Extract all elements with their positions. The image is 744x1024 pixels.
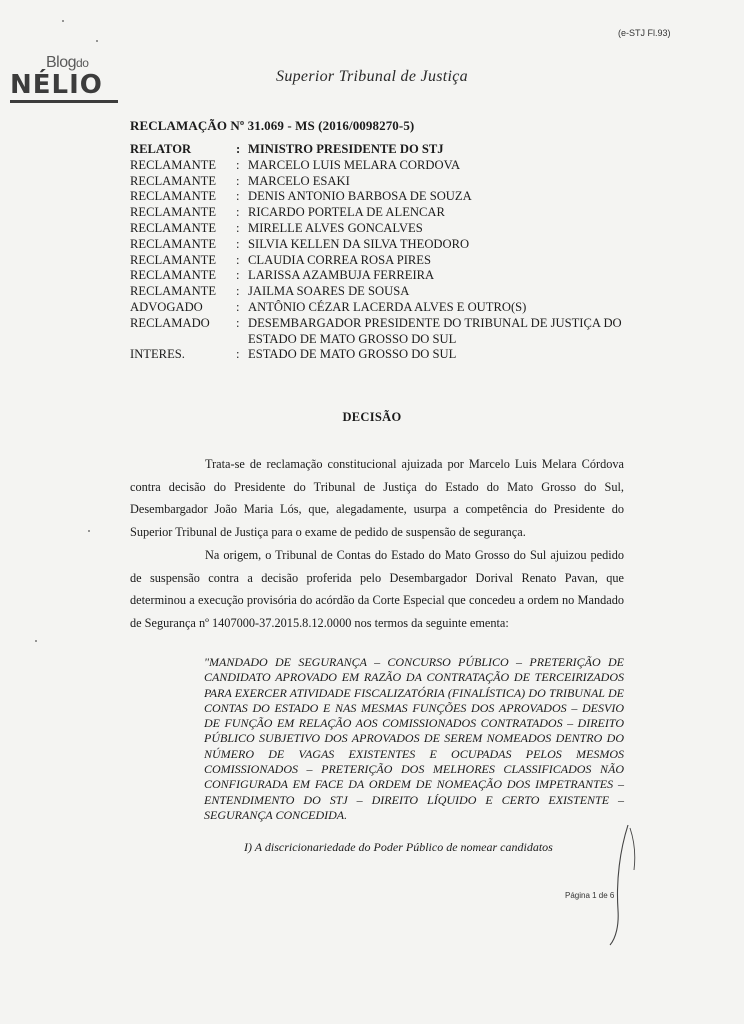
party-row: ADVOGADO : ANTÔNIO CÉZAR LACERDA ALVES E OUTRO(S) <box>130 300 650 316</box>
ementa-continuation: I) A discricionariedade do Poder Público de nomear candidatos <box>244 840 553 854</box>
decision-heading: DECISÃO <box>342 410 402 424</box>
party-row: RECLAMANTE : CLAUDIA CORREA ROSA PIRES <box>130 253 650 269</box>
scan-speck <box>96 40 98 42</box>
party-name: MARCELO LUIS MELARA CORDOVA <box>248 157 461 172</box>
page-number: Página 1 de 6 <box>565 891 615 900</box>
party-row: RECLAMANTE : RICARDO PORTELA DE ALENCAR <box>130 205 650 221</box>
party-name: MIRELLE ALVES GONCALVES <box>248 220 423 235</box>
party-role: RECLAMANTE <box>130 220 217 235</box>
body-paragraph: Trata-se de reclamação constitucional ajuizada por Marcelo Luis Melara Córdova contra decisão do Presidente do Tribunal de Justiça do Estado do Mato Grosso do Sul, Desembargador João Maria Lós, que, alegadamente, usurpa a competência do Presidente do Superior Tribunal de Justiça para o exame de pedido de suspensão de segurança. <box>130 457 624 539</box>
party-name: LARISSA AZAMBUJA FERREIRA <box>248 268 435 283</box>
party-row: RECLAMADO : DESEMBARGADOR PRESIDENTE DO TRIBUNAL DE JUSTIÇA DO ESTADO DE MATO GROSSO DO SUL <box>130 316 650 348</box>
party-row: RECLAMANTE : MIRELLE ALVES GONCALVES <box>130 221 650 237</box>
party-row: RECLAMANTE : DENIS ANTONIO BARBOSA DE SOUZA <box>130 189 650 205</box>
party-role: ADVOGADO <box>130 299 203 314</box>
party-row: RECLAMANTE : MARCELO ESAKI <box>130 174 650 190</box>
ementa-quote: "MANDADO DE SEGURANÇA – CONCURSO PÚBLICO – PRETERIÇÃO DE CANDIDATO APROVADO EM RAZÃO DA CONTRATAÇÃO DE TERCEIRIZADOS PARA EXERCER ATIVIDADE FISCALIZATÓRIA (FINALÍSTICA) DO TRIBUNAL DE CONTAS DO ESTADO E NAS MESMAS FUNÇÕES DOS APROVADOS – DESVIO DE FUNÇÃO EM RELAÇÃO AOS COMISSIONADOS CONTRATADOS – DIREITO PÚBLICO SUBJETIVO DOS APROVADOS DE SEREM NOMEADOS DENTRO DO NÚMERO DE VAGAS EXISTENTES E OCUPADAS PELOS MESMOS COMISSIONADOS – PRETERIÇÃO DOS MELHORES CLASSIFICADOS NÃO CONFIGURADA EM FACE DA ORDEM DE NOMEAÇÃO DOS IMPETRANTES – ENTENDIMENTO DO STJ – DIREITO LÍQUIDO E CERTO EXISTENTE – SEGURANÇA CONCEDIDA. <box>204 655 624 822</box>
logo-name-text: NÉLIO <box>10 70 103 100</box>
body-paragraph: Na origem, o Tribunal de Contas do Estado do Mato Grosso do Sul ajuizou pedido de suspensão contra a decisão proferida pelo Desembargador Dorival Renato Pavan, que determinou a execução provisória do acórdão da Corte Especial que concedeu a ordem no Mandado de Segurança nº 1407000-37.2015.8.12.0000 nos termos da seguinte ementa: <box>130 548 624 630</box>
scan-speck <box>88 530 90 532</box>
party-name: DENIS ANTONIO BARBOSA DE SOUZA <box>248 189 472 204</box>
party-name: RICARDO PORTELA DE ALENCAR <box>248 205 445 220</box>
logo-blog-text: Blogdo <box>46 54 89 71</box>
sheet-reference: (e-STJ Fl.93) <box>618 28 671 38</box>
signature-mark <box>590 820 650 950</box>
party-name: SILVIA KELLEN DA SILVA THEODORO <box>248 236 470 251</box>
party-role: RELATOR <box>130 142 192 156</box>
scan-speck <box>62 20 64 22</box>
party-role: INTERES. <box>130 347 185 362</box>
party-name: ESTADO DE MATO GROSSO DO SUL <box>248 347 457 362</box>
party-name: DESEMBARGADOR PRESIDENTE DO TRIBUNAL DE JUSTIÇA DO ESTADO DE MATO GROSSO DO SUL <box>248 315 622 346</box>
parties-list <box>130 142 650 363</box>
party-row: RECLAMANTE : JAILMA SOARES DE SOUSA <box>130 284 650 300</box>
logo-underline <box>10 100 118 103</box>
party-role: RECLAMANTE <box>130 284 217 299</box>
party-row: RELATOR : MINISTRO PRESIDENTE DO STJ <box>130 142 650 158</box>
party-row: INTERES. : ESTADO DE MATO GROSSO DO SUL <box>130 347 650 363</box>
party-role: RECLAMANTE <box>130 268 217 283</box>
party-row: RECLAMANTE : MARCELO LUIS MELARA CORDOVA <box>130 158 650 174</box>
court-letterhead: Superior Tribunal de Justiça <box>276 68 468 85</box>
party-name: JAILMA SOARES DE SOUSA <box>248 284 410 299</box>
party-role: RECLAMANTE <box>130 189 217 204</box>
party-name: MARCELO ESAKI <box>248 173 350 188</box>
party-role: RECLAMADO <box>130 315 210 330</box>
party-role: RECLAMANTE <box>130 236 217 251</box>
party-role: RECLAMANTE <box>130 173 217 188</box>
party-row: RECLAMANTE : LARISSA AZAMBUJA FERREIRA <box>130 268 650 284</box>
party-name: ANTÔNIO CÉZAR LACERDA ALVES E OUTRO(S) <box>248 299 527 314</box>
case-title: RECLAMAÇÃO Nº 31.069 - MS (2016/0098270-5) <box>130 118 415 133</box>
party-role: RECLAMANTE <box>130 252 217 267</box>
party-name: MINISTRO PRESIDENTE DO STJ <box>248 142 444 156</box>
party-role: RECLAMANTE <box>130 157 217 172</box>
party-name: CLAUDIA CORREA ROSA PIRES <box>248 252 431 267</box>
party-row: RECLAMANTE : SILVIA KELLEN DA SILVA THEODORO <box>130 237 650 253</box>
scan-speck <box>35 640 37 642</box>
party-role: RECLAMANTE <box>130 205 217 220</box>
